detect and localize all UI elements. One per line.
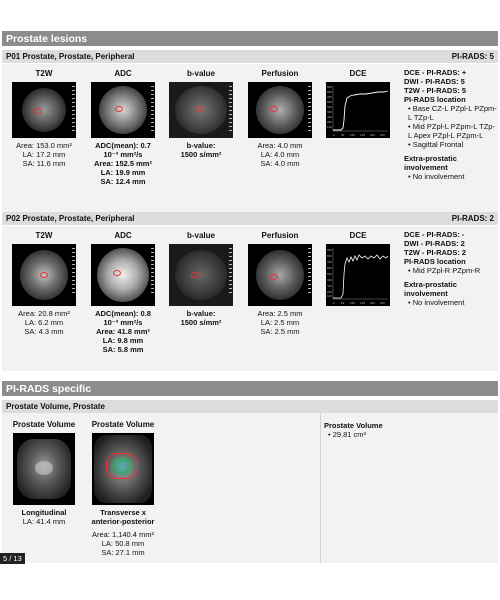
t2w-column [6, 68, 82, 168]
dce-curve[interactable] [326, 244, 390, 306]
dce-x-ticks [333, 133, 385, 137]
pirads-score: PI-RADS: 5 [451, 52, 494, 61]
lesion-p01-block [2, 64, 498, 212]
dce-column [320, 68, 396, 138]
bvalue-title: b-value [186, 69, 215, 78]
dce-y-ticks [327, 248, 332, 298]
location-title: PI-RADS location [404, 95, 466, 104]
t2w-title: T2W [35, 69, 53, 78]
volume-result-title: Prostate Volume [324, 421, 383, 430]
dce-x-tick: 200 [370, 302, 375, 305]
t2w-title: T2W [35, 231, 53, 240]
perfusion-sa: SA: 4.0 mm [260, 159, 300, 168]
longitudinal-image[interactable] [13, 433, 75, 505]
t2w-area: Area: 153.0 mm² [16, 141, 72, 150]
section-pirads-specific [2, 381, 498, 396]
adc-sa: SA: 12.4 mm [100, 177, 146, 186]
dwi-pirads: DWI - PI-RADS: 2 [404, 239, 465, 248]
volume-result [324, 421, 383, 439]
dce-y-tick: 900 [327, 249, 332, 252]
perfusion-image[interactable] [248, 244, 312, 306]
location-item: • Mid PZpl-R PZpm-R [408, 266, 481, 275]
perfusion-column [242, 68, 318, 168]
bvalue-column [163, 68, 239, 159]
lesion-p01-details [404, 68, 498, 181]
dce-y-tick: 200 [327, 121, 332, 124]
dce-y-tick: 700 [327, 261, 332, 264]
extra-value: • No involvement [408, 172, 465, 181]
volume-title: Prostate Volume, Prostate [6, 402, 105, 411]
dce-y-tick: 400 [327, 111, 332, 114]
dce-x-ticks [333, 301, 385, 305]
transverse-area: Area: 1,140.4 mm² [91, 530, 155, 539]
volume-longitudinal-column [6, 419, 82, 526]
bvalue-label: b-value: [186, 141, 216, 150]
t2w-sa: SA: 11.6 mm [22, 159, 66, 168]
longitudinal-caption: Longitudinal [21, 508, 67, 517]
volume-header [2, 400, 498, 413]
bvalue-title: b-value [186, 231, 215, 240]
dce-y-tick: 200 [327, 291, 332, 294]
volume-col2-title: Prostate Volume [91, 420, 155, 429]
perfusion-la: LA: 2.5 mm [260, 318, 300, 327]
dce-x-tick: 0 [333, 302, 335, 305]
t2w-la: LA: 6.2 mm [24, 318, 64, 327]
pirads-score: PI-RADS: 2 [451, 214, 494, 223]
dce-x-tick: 50 [341, 302, 345, 305]
volume-result-value: • 29.81 cm³ [328, 430, 367, 439]
adc-column [85, 230, 161, 354]
transverse-caption-2: anterior-posterior [91, 517, 155, 526]
volume-col1-title: Prostate Volume [12, 420, 76, 429]
bvalue-value: 1500 s/mm² [180, 150, 222, 159]
t2w-area: Area: 20.8 mm² [18, 309, 70, 318]
t2w-image[interactable] [12, 82, 76, 138]
adc-la: LA: 19.9 mm [100, 168, 146, 177]
volume-divider [320, 413, 321, 563]
adc-title: ADC [114, 69, 132, 78]
perfusion-sa: SA: 2.5 mm [260, 327, 300, 336]
perfusion-title: Perfusion [261, 69, 299, 78]
bvalue-column [163, 230, 239, 327]
dce-x-tick: 100 [350, 302, 355, 305]
dce-y-tick: 600 [327, 101, 332, 104]
dce-x-tick: 250 [380, 134, 385, 137]
adc-column [85, 68, 161, 186]
dce-x-tick: 100 [350, 134, 355, 137]
section-title: Prostate lesions [6, 33, 88, 45]
bvalue-value: 1500 s/mm² [180, 318, 222, 327]
lesion-p02-details [404, 230, 498, 307]
section-prostate-lesions [2, 31, 498, 46]
t2w-la: LA: 17.2 mm [22, 150, 66, 159]
dce-y-ticks [327, 85, 332, 129]
perfusion-title: Perfusion [261, 231, 299, 240]
dce-y-tick: 400 [327, 279, 332, 282]
lesion-p02-block [2, 226, 498, 371]
extra-title: Extra-prostatic involvement [404, 280, 457, 298]
t2w-sa: SA: 4.3 mm [24, 327, 64, 336]
dce-x-tick: 0 [333, 134, 335, 137]
dce-title: DCE [349, 69, 367, 78]
lesion-title: P01 Prostate, Prostate, Peripheral [6, 52, 135, 61]
lesion-title: P02 Prostate, Prostate, Peripheral [6, 214, 135, 223]
t2w-pirads: T2W - PI-RADS: 2 [404, 248, 467, 257]
perfusion-la: LA: 4.0 mm [260, 150, 300, 159]
bvalue-label: b-value: [186, 309, 216, 318]
dce-y-tick: 800 [327, 91, 332, 94]
dce-y-tick: 500 [327, 273, 332, 276]
volume-block [2, 413, 498, 563]
adc-unit: 10⁻³ mm²/s [103, 318, 143, 327]
dce-y-tick: 600 [327, 267, 332, 270]
dce-y-tick: 500 [327, 106, 332, 109]
location-item: • Mid PZpl-L PZpm-L TZp-L Apex PZpl-L PZpm-L [408, 122, 495, 140]
volume-transverse-column [85, 419, 161, 557]
dce-y-tick: 300 [327, 116, 332, 119]
location-title: PI-RADS location [404, 257, 466, 266]
dce-y-tick: 100 [327, 126, 332, 129]
dce-pirads: DCE - PI-RADS: - [404, 230, 465, 239]
dce-x-tick: 150 [360, 302, 365, 305]
bvalue-image[interactable] [169, 82, 233, 138]
adc-image[interactable] [91, 82, 155, 138]
section-title: PI-RADS specific [6, 383, 92, 395]
lesion-p02-header [2, 212, 498, 225]
transverse-sa: SA: 27.1 mm [101, 548, 145, 557]
dce-y-tick: 700 [327, 96, 332, 99]
perfusion-column [242, 230, 318, 336]
dce-column [320, 230, 396, 306]
longitudinal-la: LA: 41.4 mm [22, 517, 66, 526]
dce-pirads: DCE - PI-RADS: + [404, 68, 467, 77]
t2w-column [6, 230, 82, 336]
dce-x-tick: 200 [370, 134, 375, 137]
dce-y-tick: 300 [327, 285, 332, 288]
perfusion-area: Area: 4.0 mm [257, 141, 303, 150]
adc-mean: ADC(mean): 0.8 [95, 309, 151, 318]
adc-area: Area: 152.5 mm² [94, 159, 152, 168]
t2w-image[interactable] [12, 244, 76, 306]
bvalue-image[interactable] [169, 244, 233, 306]
dce-y-tick: 900 [327, 86, 332, 89]
dce-y-tick: 100 [327, 295, 332, 298]
dce-x-tick: 250 [380, 302, 385, 305]
extra-value: • No involvement [408, 298, 465, 307]
adc-sa: SA: 5.8 mm [102, 345, 144, 354]
dce-curve[interactable] [326, 82, 390, 138]
adc-mean: ADC(mean): 0.7 [95, 141, 151, 150]
transverse-image[interactable] [92, 433, 154, 505]
transverse-la: LA: 50.8 mm [101, 539, 145, 548]
page-indicator: 5 / 13 [0, 553, 25, 564]
location-item: • Base CZ-L PZpl-L PZpm-L TZp-L [408, 104, 497, 122]
perfusion-image[interactable] [248, 82, 312, 138]
extra-title: Extra-prostatic involvement [404, 154, 457, 172]
dwi-pirads: DWI - PI-RADS: 5 [404, 77, 465, 86]
adc-la: LA: 9.8 mm [102, 336, 144, 345]
dce-x-tick: 150 [360, 134, 365, 137]
dce-y-tick: 800 [327, 255, 332, 258]
adc-unit: 10⁻³ mm²/s [103, 150, 143, 159]
adc-area: Area: 41.8 mm² [96, 327, 150, 336]
dce-title: DCE [349, 231, 367, 240]
location-item: • Sagittal Frontal [408, 140, 464, 149]
adc-title: ADC [114, 231, 132, 240]
adc-image[interactable] [91, 244, 155, 306]
lesion-p01-header [2, 50, 498, 63]
perfusion-area: Area: 2.5 mm [257, 309, 303, 318]
transverse-caption: Transverse x [100, 508, 146, 517]
t2w-pirads: T2W - PI-RADS: 5 [404, 86, 467, 95]
dce-x-tick: 50 [341, 134, 345, 137]
